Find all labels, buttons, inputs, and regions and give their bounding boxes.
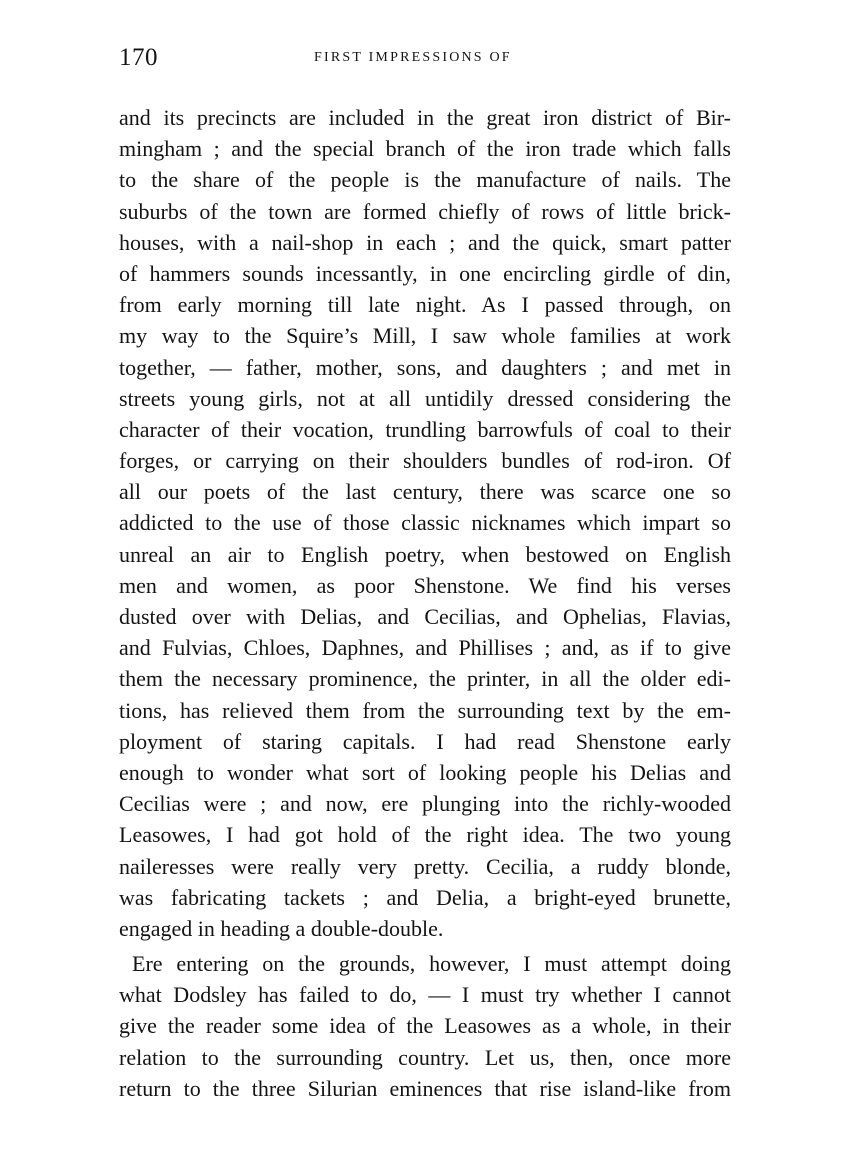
text-line: mingham ; and the special branch of the iron trade which falls <box>119 136 731 162</box>
text-line: to the share of the people is the manufacture of nails. The <box>119 167 731 193</box>
text-line: from early morning till late night. As I passed through, on <box>119 292 731 318</box>
text-line: return to the three Silurian eminences that rise island-like from <box>119 1075 731 1101</box>
text-line: tions, has relieved them from the surrounding text by the em- <box>119 697 731 723</box>
text-line: Cecilias were ; and now, ere plunging into the richly-wooded <box>119 791 731 817</box>
text-line: houses, with a nail-shop in each ; and the quick, smart patter <box>119 229 731 255</box>
text-line: enough to wonder what sort of looking people his Delias and <box>119 759 731 785</box>
paragraph-2 <box>119 948 731 1104</box>
text-line: and its precincts are included in the great iron district of Bir- <box>119 105 731 130</box>
text-line: naileresses were really very pretty. Cecilia, a ruddy blonde, <box>119 853 731 879</box>
text-line: dusted over with Delias, and Cecilias, and Ophelias, Flavias, <box>119 604 731 629</box>
text-line: and Fulvias, Chloes, Daphnes, and Phillises ; and, as if to give <box>119 635 731 661</box>
text-line: unreal an air to English poetry, when bestowed on English <box>119 541 731 567</box>
text-line: Leasowes, I had got hold of the right idea. The two young <box>119 822 731 848</box>
text-line: forges, or carrying on their shoulders bundles of rod-iron. Of <box>119 448 731 474</box>
paragraph-1 <box>119 102 731 944</box>
text-line: my way to the Squire’s Mill, I saw whole families at work <box>119 323 731 349</box>
text-line: them the necessary prominence, the printer, in all the older edi- <box>119 666 731 692</box>
text-line: was fabricating tackets ; and Delia, a bright-eyed brunette, <box>119 884 731 910</box>
text-line: give the reader some idea of the Leasowes as a whole, in their <box>119 1013 731 1039</box>
running-head: FIRST IMPRESSIONS OF <box>314 50 512 65</box>
text-line: suburbs of the town are formed chiefly of rows of little brick- <box>119 198 731 224</box>
text-line: character of their vocation, trundling barrowfuls of coal to their <box>119 416 731 442</box>
text-line: relation to the surrounding country. Let us, then, once more <box>119 1044 731 1070</box>
text-line: all our poets of the last century, there was scarce one so <box>119 479 731 505</box>
text-line: streets young girls, not at all untidily dressed considering the <box>119 385 731 411</box>
text-line: engaged in heading a double-double. <box>119 915 444 941</box>
text-line: Ere entering on the grounds, however, I must attempt doing <box>132 951 731 977</box>
text-line: what Dodsley has failed to do, — I must try whether I cannot <box>119 982 731 1008</box>
body-text <box>119 102 731 1104</box>
text-line: ployment of staring capitals. I had read Shenstone early <box>119 728 731 754</box>
text-line: together, — father, mother, sons, and daughters ; and met in <box>119 354 731 380</box>
text-line: of hammers sounds incessantly, in one encircling girdle of din, <box>119 260 731 286</box>
text-line: men and women, as poor Shenstone. We find his verses <box>119 572 731 598</box>
text-line: addicted to the use of those classic nicknames which impart so <box>119 510 731 536</box>
page-number: 170 <box>119 44 158 71</box>
